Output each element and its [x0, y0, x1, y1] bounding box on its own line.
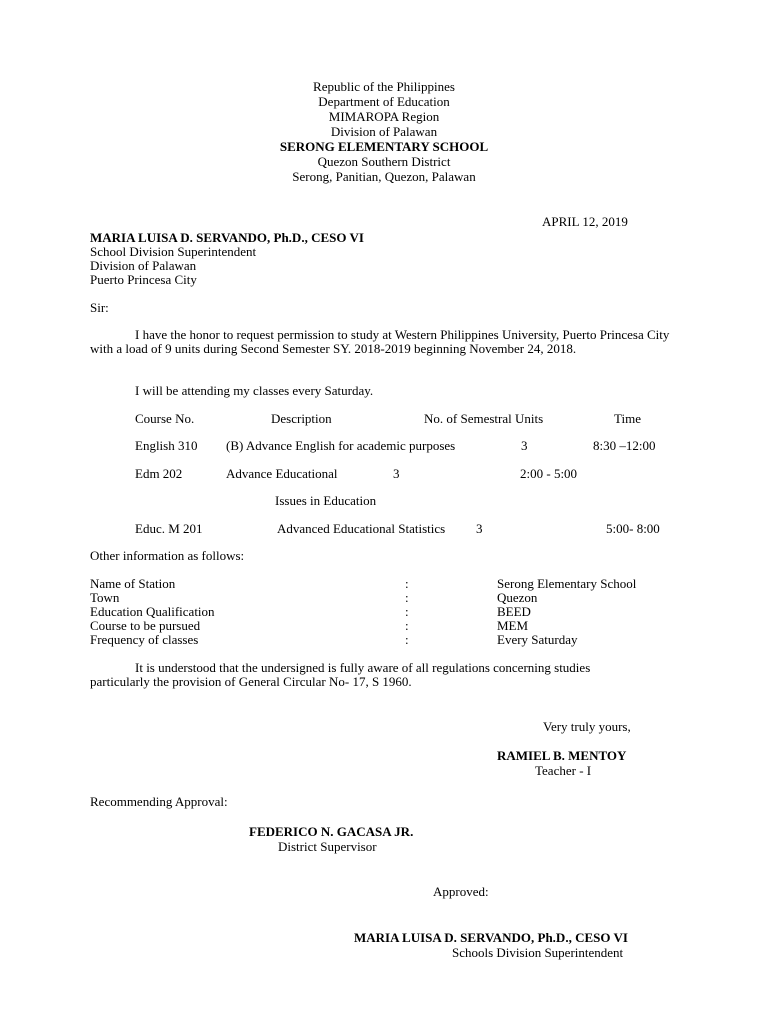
- course-row-time: 2:00 - 5:00: [520, 466, 578, 481]
- course-row-time: 8:30 –12:00: [593, 438, 656, 453]
- info-value-course: MEM: [497, 618, 529, 633]
- course-row-number: English 310: [135, 438, 198, 453]
- course-row-description: Advance Educational: [226, 466, 338, 481]
- info-value-education: BEED: [497, 604, 531, 619]
- info-label-course: Course to be pursued: [90, 618, 201, 633]
- info-label-education: Education Qualification: [90, 604, 215, 619]
- info-label-frequency: Frequency of classes: [90, 632, 199, 647]
- info-separator: :: [405, 632, 409, 647]
- letterhead-division: Division of Palawan: [330, 124, 438, 139]
- course-row-number: Educ. M 201: [135, 521, 203, 536]
- letterhead-department: Department of Education: [318, 94, 450, 109]
- recipient-office: Division of Palawan: [90, 258, 197, 273]
- letter-date: APRIL 12, 2019: [542, 214, 628, 229]
- info-separator: :: [405, 618, 409, 633]
- recommending-title: District Supervisor: [278, 839, 377, 854]
- course-row-units: 3: [521, 438, 528, 453]
- course-row-time: 5:00- 8:00: [606, 521, 660, 536]
- other-info-intro: Other information as follows:: [90, 548, 245, 563]
- sender-title: Teacher - I: [535, 763, 592, 778]
- recipient-city: Puerto Princesa City: [90, 272, 197, 287]
- course-header-description: Description: [271, 411, 332, 426]
- info-value-station: Serong Elementary School: [497, 576, 637, 591]
- letterhead-address: Serong, Panitian, Quezon, Palawan: [292, 169, 476, 184]
- salutation: Sir:: [90, 300, 109, 315]
- letterhead-republic: Republic of the Philippines: [313, 79, 455, 94]
- course-row-description: (B) Advance English for academic purposes: [226, 438, 456, 453]
- info-value-frequency: Every Saturday: [497, 632, 578, 647]
- approver-name: MARIA LUISA D. SERVANDO, Ph.D., CESO VI: [354, 930, 628, 945]
- recommending-name: FEDERICO N. GACASA JR.: [249, 824, 414, 839]
- letterhead-school-name: SERONG ELEMENTARY SCHOOL: [279, 139, 489, 154]
- course-row-number: Edm 202: [135, 466, 183, 481]
- closing-paragraph: It is understood that the undersigned is fully aware of all regulations concerning studies particularly the provision of General Circular No- 17, S 1960.: [90, 660, 591, 689]
- info-label-town: Town: [90, 590, 120, 605]
- info-separator: :: [405, 604, 409, 619]
- course-row-units: 3: [476, 521, 483, 536]
- course-row-units: 3: [393, 466, 400, 481]
- letterhead-region: MIMAROPA Region: [328, 109, 440, 124]
- course-row-description-continued: Issues in Education: [275, 493, 377, 508]
- recipient-name: MARIA LUISA D. SERVANDO, Ph.D., CESO VI: [90, 230, 364, 245]
- info-value-town: Quezon: [497, 590, 538, 605]
- body-paragraph-schedule: I will be attending my classes every Saturday.: [135, 383, 374, 398]
- recipient-title: School Division Superintendent: [90, 244, 257, 259]
- course-header-number: Course No.: [135, 411, 195, 426]
- letterhead-district: Quezon Southern District: [317, 154, 451, 169]
- course-header-time: Time: [614, 411, 641, 426]
- course-row-description: Advanced Educational Statistics: [277, 521, 446, 536]
- sender-name: RAMIEL B. MENTOY: [497, 748, 627, 763]
- body-paragraph-request: I have the honor to request permission to study at Western Philippines University, Puerto Princesa City with a load of 9 units during Second Semester SY. 2018-2019 beginning November 24, 2018.: [90, 327, 670, 356]
- info-label-station: Name of Station: [90, 576, 176, 591]
- approver-title: Schools Division Superintendent: [452, 945, 624, 960]
- recommending-approval-label: Recommending Approval:: [90, 794, 228, 809]
- info-separator: :: [405, 576, 409, 591]
- complimentary-close: Very truly yours,: [543, 719, 631, 734]
- course-header-units: No. of Semestral Units: [424, 411, 544, 426]
- info-separator: :: [405, 590, 409, 605]
- approved-label: Approved:: [433, 884, 489, 899]
